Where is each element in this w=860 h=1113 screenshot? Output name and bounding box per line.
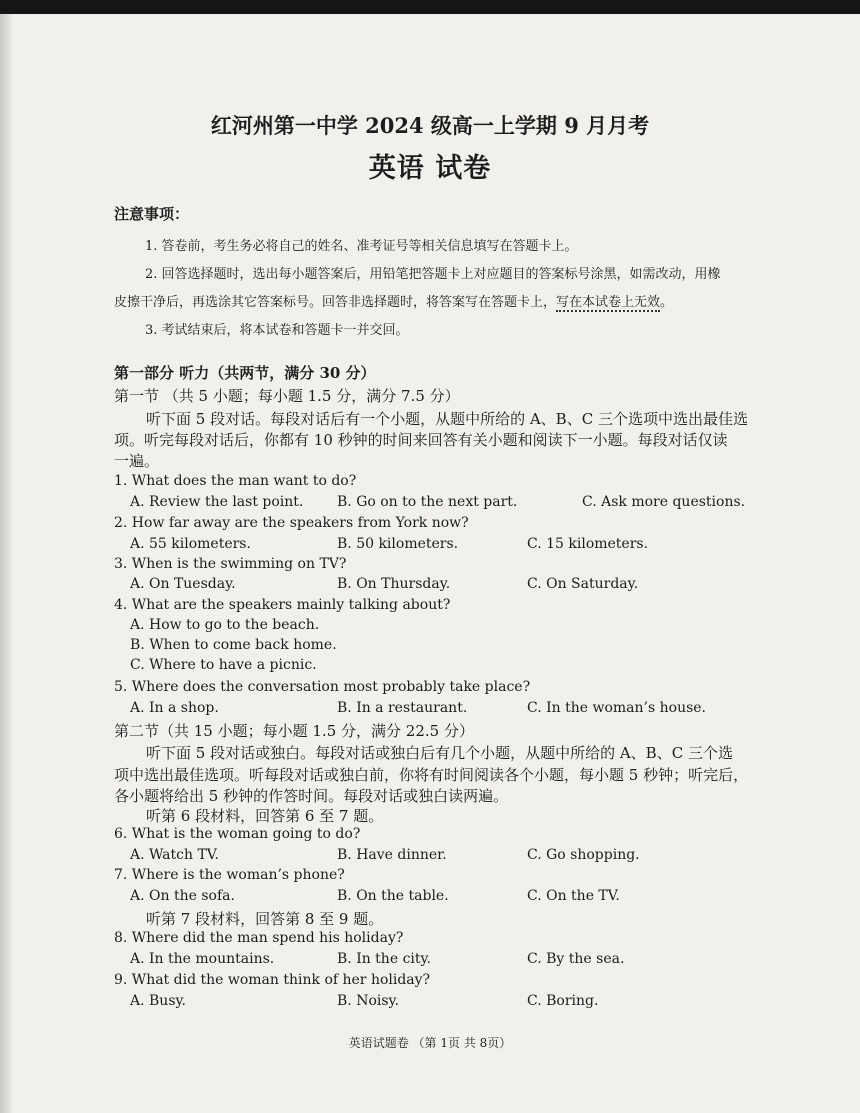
q6-option-a: A. Watch TV. <box>130 847 219 863</box>
q2-option-b: B. 50 kilometers. <box>337 536 459 552</box>
part1-title: 第一部分 听力（共两节，满分 30 分） <box>114 364 376 382</box>
section1-title: 第一节 （共 5 小题；每小题 1.5 分，满分 7.5 分） <box>114 387 460 405</box>
q3-option-c: C. On Saturday. <box>527 576 639 592</box>
question-4: 4. What are the speakers mainly talking about? <box>114 597 451 613</box>
subject-title: 英语 试卷 <box>368 153 492 184</box>
notice-item-2-text: 皮擦干净后，再选涂其它答案标号。回答非选择题时，将答案写在答题卡上， <box>114 295 557 310</box>
q5-option-a: A. In a shop. <box>130 700 219 716</box>
q8-option-c: C. By the sea. <box>527 951 625 967</box>
notice-item-2-end: 。 <box>660 295 674 310</box>
q6-option-b: B. Have dinner. <box>337 847 447 863</box>
question-5: 5. Where does the conversation most probably take place? <box>114 679 531 695</box>
notice-item-2-line2 <box>114 291 673 310</box>
q3-option-b: B. On Thursday. <box>337 576 451 592</box>
q8-option-b: B. In the city. <box>337 951 432 967</box>
q4-option-a: A. How to go to the beach. <box>130 617 320 633</box>
question-1: 1. What does the man want to do? <box>114 473 357 489</box>
section1-instruction-2: 项。听完每段对话后，你都有 10 秒钟的时间来回答有关小题和阅读下一小题。每段对话仅读 <box>114 431 728 449</box>
scan-top-edge <box>0 0 860 14</box>
section1-instruction-3: 一遍。 <box>114 452 160 470</box>
section2-instruction-1: 听下面 5 段对话或独白。每段对话或独白后有几个小题，从题中所给的 A、B、C 三个选 <box>146 744 733 762</box>
page-footer: 英语试题卷 （第 1页 共 8页） <box>348 1036 512 1050</box>
q6-option-c: C. Go shopping. <box>527 847 640 863</box>
q9-option-c: C. Boring. <box>527 993 599 1009</box>
q1-option-a: A. Review the last point. <box>130 494 304 510</box>
section2-title: 第二节（共 15 小题；每小题 1.5 分，满分 22.5 分） <box>114 722 474 740</box>
q4-option-c: C. Where to have a picnic. <box>130 657 317 673</box>
question-7: 7. Where is the woman’s phone? <box>114 867 345 883</box>
notice-item-3: 3. 考试结束后，将本试卷和答题卡一并交回。 <box>145 323 409 338</box>
notice-item-1: 1. 答卷前，考生务必将自己的姓名、准考证号等相关信息填写在答题卡上。 <box>145 239 578 254</box>
question-3: 3. When is the swimming on TV? <box>114 556 347 572</box>
section2-instruction-2: 项中选出最佳选项。听每段对话或独白前，你将有时间阅读各个小题，每小题 5 秒钟；听完后， <box>114 766 749 784</box>
material-7-instruction: 听第 7 段材料，回答第 8 至 9 题。 <box>146 910 384 928</box>
q7-option-c: C. On the TV. <box>527 888 620 904</box>
section2-instruction-3: 各小题将给出 5 秒钟的作答时间。每段对话或独白读两遍。 <box>114 787 509 805</box>
q8-option-a: A. In the mountains. <box>130 951 275 967</box>
notice-emphasis: 写在本试卷上无效 <box>556 295 661 310</box>
exam-title: 红河州第一中学 2024 级高一上学期 9 月月考 <box>210 113 650 138</box>
q2-option-a: A. 55 kilometers. <box>130 536 251 552</box>
q4-option-b: B. When to come back home. <box>130 637 337 653</box>
notice-item-2-line1: 2. 回答选择题时，选出每小题答案后，用铅笔把答题卡上对应题目的答案标号涂黑，如需改动，用橡 <box>145 267 721 282</box>
q5-option-c: C. In the woman’s house. <box>527 700 707 716</box>
q5-option-b: B. In a restaurant. <box>337 700 468 716</box>
q1-option-b: B. Go on to the next part. <box>337 494 518 510</box>
q1-option-c: C. Ask more questions. <box>582 494 746 510</box>
q2-option-c: C. 15 kilometers. <box>527 536 649 552</box>
notice-heading: 注意事项： <box>114 205 190 223</box>
question-2: 2. How far away are the speakers from York now? <box>114 515 469 531</box>
question-8: 8. Where did the man spend his holiday? <box>114 930 404 946</box>
section1-instruction-1: 听下面 5 段对话。每段对话后有一个小题，从题中所给的 A、B、C 三个选项中选出最佳选 <box>146 410 748 428</box>
q7-option-a: A. On the sofa. <box>130 888 235 904</box>
q9-option-b: B. Noisy. <box>337 993 400 1009</box>
q7-option-b: B. On the table. <box>337 888 449 904</box>
q3-option-a: A. On Tuesday. <box>130 576 236 592</box>
question-9: 9. What did the woman think of her holiday? <box>114 972 431 988</box>
q9-option-a: A. Busy. <box>130 993 186 1009</box>
material-6-instruction: 听第 6 段材料，回答第 6 至 7 题。 <box>146 807 384 825</box>
question-6: 6. What is the woman going to do? <box>114 826 361 842</box>
